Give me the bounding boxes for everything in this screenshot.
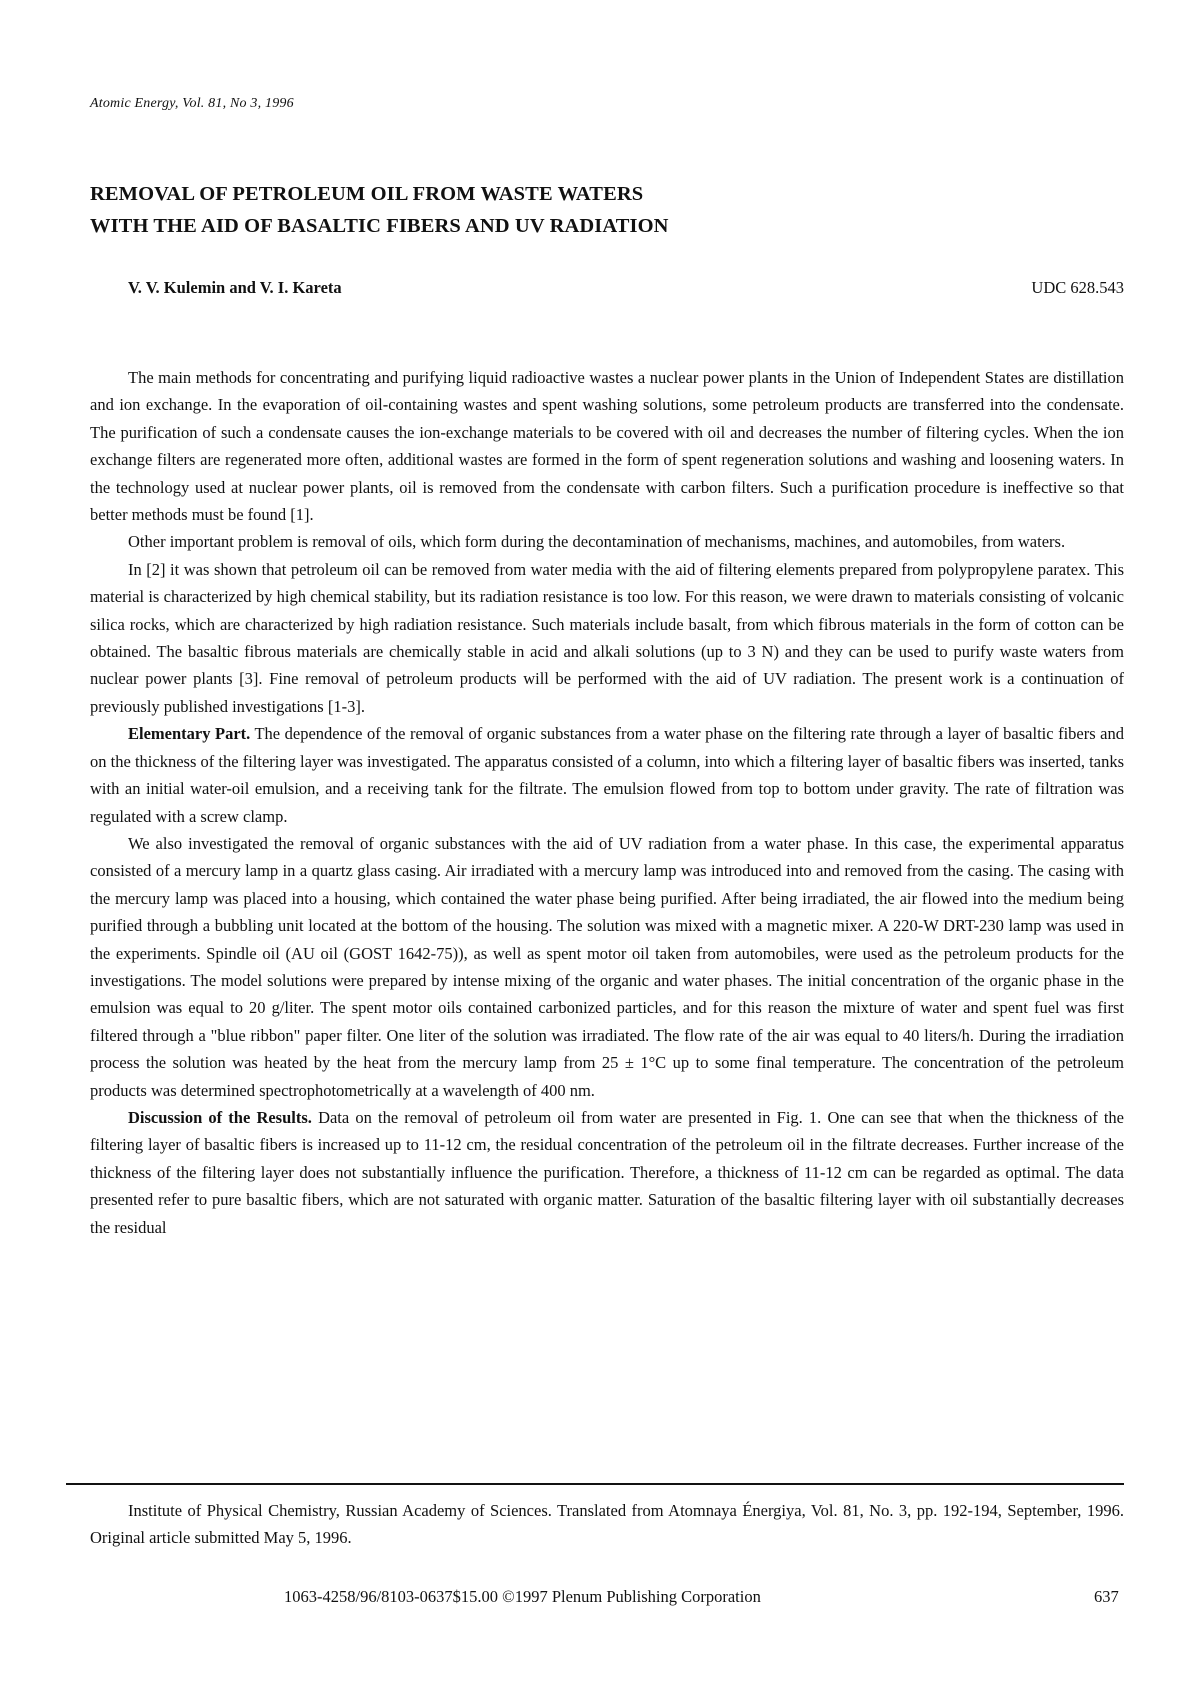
section-heading-discussion: Discussion of the Results. <box>128 1107 312 1127</box>
title-line-1: REMOVAL OF PETROLEUM OIL FROM WASTE WATERS <box>90 183 644 205</box>
paragraph-elementary-part: Elementary Part. The dependence of the removal of organic substances from a water phase on the filtering rate through a layer of basaltic fibers and on the thickness of the filtering layer was investigated. The apparatus consisted of a column, into which a filtering layer of basaltic fibers was inserted, tanks with an initial water-oil emulsion, and a receiving tank for the filtrate. The emulsion flowed from top to bottom under gravity. The rate of filtration was regulated with a screw clamp. <box>90 724 1124 826</box>
title-line-2: WITH THE AID OF BASALTIC FIBERS AND UV RADIATION <box>90 215 669 237</box>
udc-code: UDC 628.543 <box>1031 278 1124 297</box>
affiliation-footnote: Institute of Physical Chemistry, Russian Academy of Sciences. Translated from Atomnaya Énergiya, Vol. 81, No. 3, pp. 192-194, September, 1996. Original article submitted May 5, 1996. <box>90 1501 1124 1547</box>
journal-citation: Atomic Energy, Vol. 81, No 3, 1996 <box>90 96 294 111</box>
footnote-divider <box>66 1483 1124 1485</box>
paragraph-oils-problem: Other important problem is removal of oils, which form during the decontamination of mechanisms, machines, and automobiles, from waters. <box>128 532 1066 552</box>
page-number: 637 <box>1094 1587 1119 1606</box>
paragraph-discussion: Discussion of the Results. Data on the removal of petroleum oil from water are presented in Fig. 1. One can see that when the thickness of the filtering layer of basaltic fibers is increased up to 11-12 cm, the residual concentration of the petroleum oil in the filtrate decreases. Further increase of the thickness of the filtering layer does not substantially influence the purification. Therefore, a thickness of 11-12 cm can be regarded as optimal. The data presented refer to pure basaltic fibers, which are not saturated with organic matter. Saturation of the basaltic filtering layer with oil substantially decreases the residual <box>90 1107 1125 1237</box>
paragraph-prior-work: In [2] it was shown that petroleum oil can be removed from water media with the aid of filtering elements prepared from polypropylene paratex. This material is characterized by high chemical stability, but its radiation resistance is too low. For this reason, we were drawn to materials consisting of volcanic silica rocks, which are characterized by high radiation resistance. Such materials include basalt, from which fibrous materials in the form of cotton can be obtained. The basaltic fibrous materials are chemically stable in acid and alkali solutions (up to 3 N) and they can be used to purify waste waters from nuclear power plants [3]. Fine removal of petroleum products will be performed with the aid of UV radiation. The present work is a continuation of previously published investigations [1-3]. <box>90 559 1124 716</box>
section-heading-elementary-part: Elementary Part. <box>128 724 251 744</box>
publication-code: 1063-4258/96/8103-0637$15.00 ©1997 Plenum Publishing Corporation <box>284 1587 761 1606</box>
article-body <box>90 364 1124 1241</box>
article-title <box>90 178 669 242</box>
paragraph-intro: The main methods for concentrating and purifying liquid radioactive wastes a nuclear power plants in the Union of Independent States are distillation and ion exchange. In the evaporation of oil-containing wastes and spent washing solutions, some petroleum products are transferred into the condensate. The purification of such a condensate causes the ion-exchange materials to be covered with oil and decreases the number of filtering cycles. When the ion exchange filters are regenerated more often, additional wastes are formed in the form of spent regeneration solutions and washing and loosening waters. In the technology used at nuclear power plants, oil is removed from the condensate with carbon filters. Such a purification procedure is ineffective so that better methods must be found [1]. <box>90 368 1124 525</box>
paragraph-uv-method: We also investigated the removal of organic substances with the aid of UV radiation from a water phase. In this case, the experimental apparatus consisted of a mercury lamp in a quartz glass casing. Air irradiated with a mercury lamp was introduced into and removed from the casing. The casing with the mercury lamp was placed into a housing, which contained the water phase being purified. After being irradiated, the air flowed into the medium being purified through a bubbling unit located at the bottom of the housing. The solution was mixed with a magnetic mixer. A 220-W DRT-230 lamp was used in the experiments. Spindle oil (AU oil (GOST 1642-75)), as well as spent motor oil taken from automobiles, were used as the petroleum products for the investigations. The model solutions were prepared by intense mixing of the organic and water phases. The initial concentration of the organic phase in the emulsion was equal to 20 g/liter. The spent motor oils contained carbonized particles, and for this reason the mixture of water and spent fuel was first filtered through a "blue ribbon" paper filter. One liter of the solution was irradiated. The flow rate of the air was equal to 40 liters/h. During the irradiation process the solution was heated by the heat from the mercury lamp from 25 ± 1°C up to some final temperature. The concentration of the petroleum products was determined spectrophotometrically at a wavelength of 400 nm. <box>90 833 1124 1100</box>
authors: V. V. Kulemin and V. I. Kareta <box>128 278 342 297</box>
